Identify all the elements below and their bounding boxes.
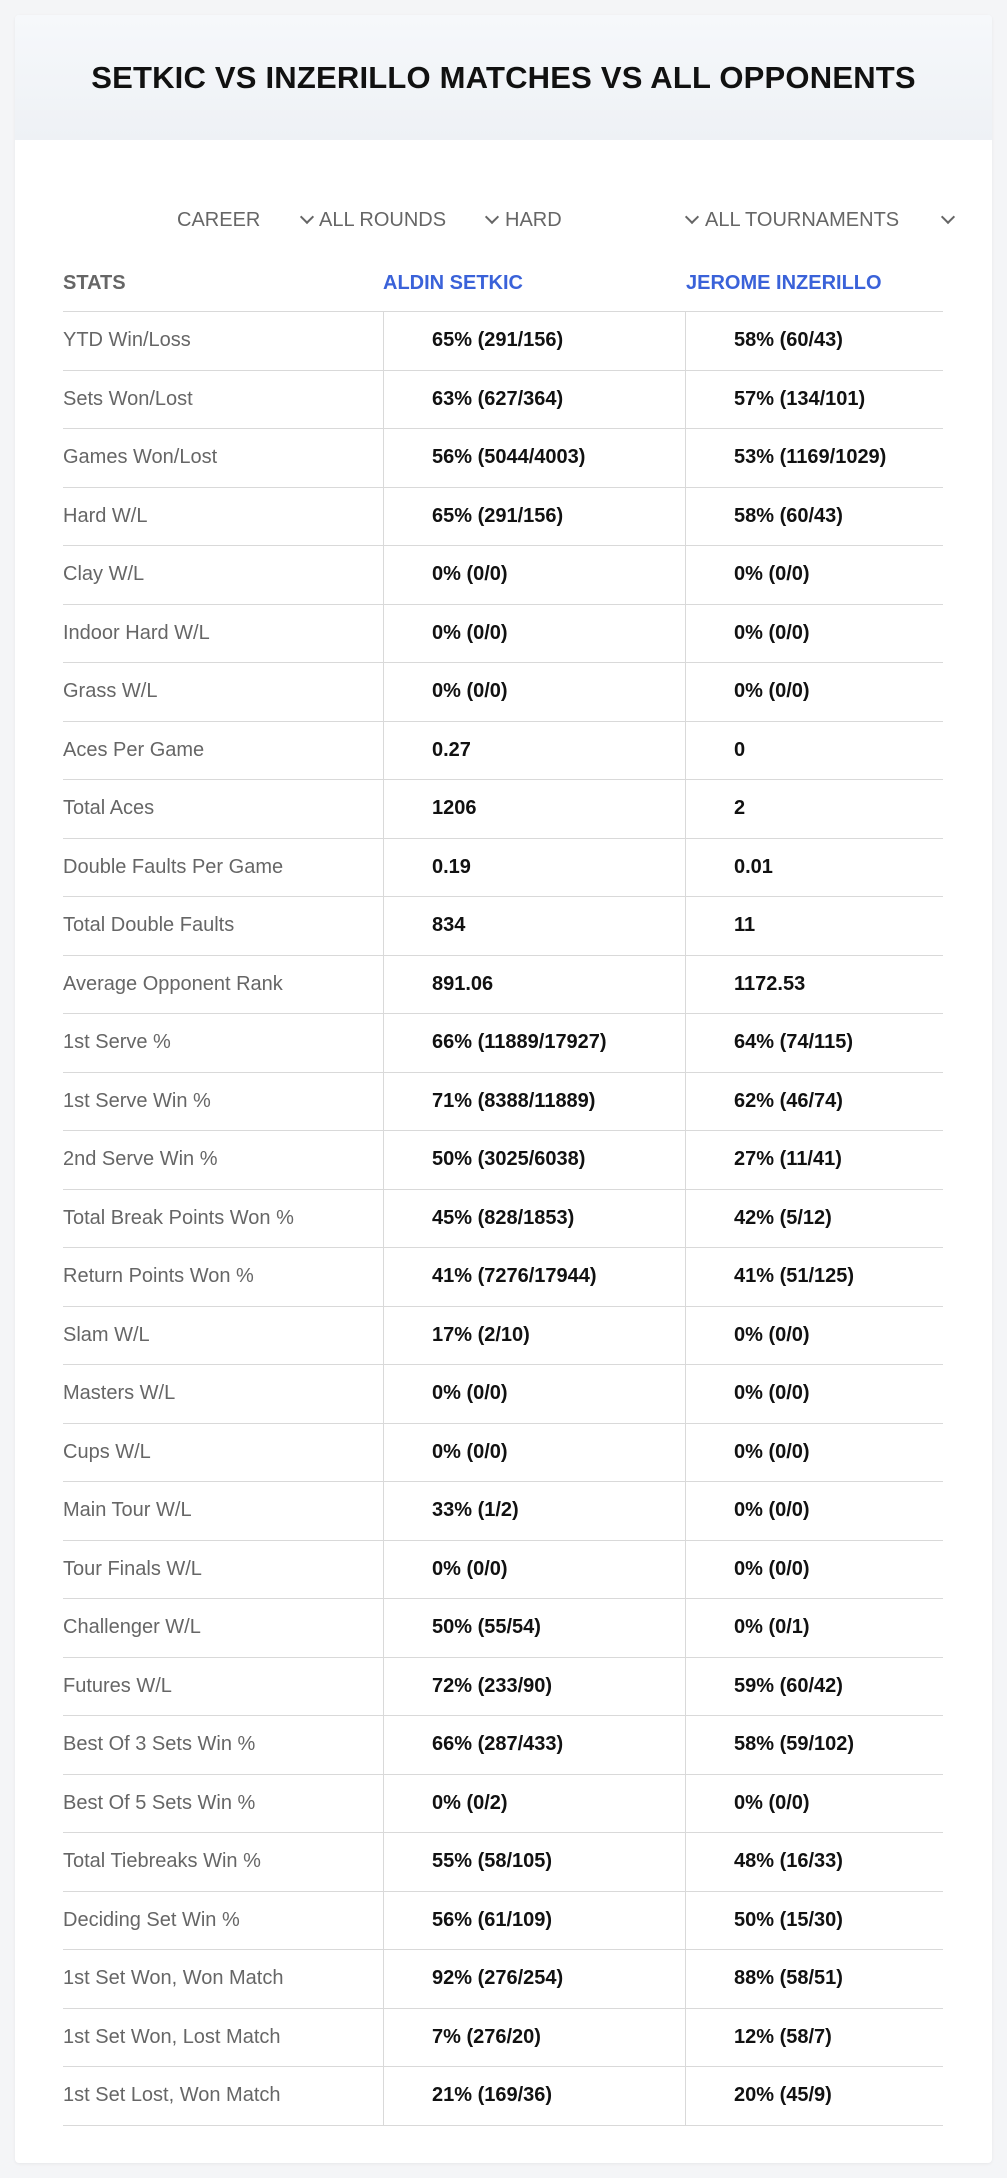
- player1-value: 0.27: [383, 722, 685, 780]
- player1-value: 0.19: [383, 839, 685, 897]
- player2-value: 58% (60/43): [685, 312, 943, 370]
- player2-value: 64% (74/115): [685, 1014, 943, 1072]
- stat-label: Masters W/L: [63, 1382, 176, 1405]
- player1-value: 56% (5044/4003): [383, 429, 685, 487]
- player1-value: 65% (291/156): [383, 488, 685, 546]
- table-row: [63, 1716, 943, 1775]
- player2-value: 58% (59/102): [685, 1716, 943, 1774]
- stats-column-header: STATS: [63, 271, 126, 294]
- table-row: [63, 1073, 943, 1132]
- player1-value: 0% (0/0): [383, 546, 685, 604]
- table-row: [63, 1424, 943, 1483]
- player1-value: 0% (0/0): [383, 605, 685, 663]
- table-row: [63, 312, 943, 371]
- player1-value: 891.06: [383, 956, 685, 1014]
- stat-label: 1st Set Won, Lost Match: [63, 2025, 281, 2048]
- table-row: [63, 371, 943, 430]
- table-header: [63, 255, 943, 312]
- player2-value: 2: [685, 780, 943, 838]
- player1-value: 0% (0/0): [383, 1365, 685, 1423]
- table-row: [63, 1599, 943, 1658]
- stat-label: Return Points Won %: [63, 1265, 254, 1288]
- player1-value: 50% (3025/6038): [383, 1131, 685, 1189]
- chevron-down-icon: [485, 210, 499, 224]
- stat-label: Clay W/L: [63, 563, 145, 586]
- player2-value: 57% (134/101): [685, 371, 943, 429]
- round-select[interactable]: [319, 200, 497, 240]
- table-row: [63, 1131, 943, 1190]
- card-header: [15, 15, 992, 140]
- stat-label: 2nd Serve Win %: [63, 1148, 218, 1171]
- player2-value: 50% (15/30): [685, 1892, 943, 1950]
- table-row: [63, 1833, 943, 1892]
- table-row: [63, 2067, 943, 2126]
- table-row: [63, 488, 943, 547]
- page-title: SETKIC VS INZERILLO MATCHES VS ALL OPPONENTS: [91, 59, 916, 95]
- stat-label: Tour Finals W/L: [63, 1557, 202, 1580]
- table-row: [63, 1190, 943, 1249]
- stat-label: Cups W/L: [63, 1440, 151, 1463]
- table-row: [63, 1248, 943, 1307]
- player2-value: 0.01: [685, 839, 943, 897]
- player1-value: 71% (8388/11889): [383, 1073, 685, 1131]
- player2-value: 0% (0/0): [685, 1775, 943, 1833]
- player1-value: 72% (233/90): [383, 1658, 685, 1716]
- table-row: [63, 956, 943, 1015]
- player1-value: 0% (0/0): [383, 1424, 685, 1482]
- player1-value: 66% (11889/17927): [383, 1014, 685, 1072]
- player2-value: 88% (58/51): [685, 1950, 943, 2008]
- table-row: [63, 429, 943, 488]
- stat-label: Games Won/Lost: [63, 446, 218, 469]
- player2-value: 0% (0/0): [685, 1541, 943, 1599]
- stat-label: Grass W/L: [63, 680, 158, 703]
- stat-label: Best Of 3 Sets Win %: [63, 1733, 256, 1756]
- surface-select[interactable]: [505, 200, 697, 240]
- stat-label: Double Faults Per Game: [63, 855, 284, 878]
- tournament-select-value: ALL TOURNAMENTS: [705, 208, 900, 231]
- player1-value: 66% (287/433): [383, 1716, 685, 1774]
- player2-value: 1172.53: [685, 956, 943, 1014]
- player1-value: 834: [383, 897, 685, 955]
- player2-value: 0% (0/0): [685, 1482, 943, 1540]
- surface-select-value: HARD: [505, 208, 562, 231]
- chevron-down-icon: [300, 210, 314, 224]
- table-row: [63, 1365, 943, 1424]
- stat-label: Hard W/L: [63, 504, 148, 527]
- stat-label: Main Tour W/L: [63, 1499, 192, 1522]
- table-row: [63, 1658, 943, 1717]
- player2-value: 11: [685, 897, 943, 955]
- stat-label: Slam W/L: [63, 1323, 150, 1346]
- player1-value: 17% (2/10): [383, 1307, 685, 1365]
- player2-value: 58% (60/43): [685, 488, 943, 546]
- player1-value: 56% (61/109): [383, 1892, 685, 1950]
- player2-value: 20% (45/9): [685, 2067, 943, 2125]
- tournament-select[interactable]: [705, 200, 953, 240]
- table-row: [63, 663, 943, 722]
- stat-label: 1st Serve %: [63, 1031, 171, 1054]
- player2-value: 59% (60/42): [685, 1658, 943, 1716]
- player1-value: 0% (0/0): [383, 1541, 685, 1599]
- table-row: [63, 1775, 943, 1834]
- table-row: [63, 546, 943, 605]
- stat-label: Sets Won/Lost: [63, 387, 193, 410]
- table-row: [63, 1950, 943, 2009]
- stat-label: Indoor Hard W/L: [63, 621, 210, 644]
- player1-value: 33% (1/2): [383, 1482, 685, 1540]
- player1-value: 50% (55/54): [383, 1599, 685, 1657]
- stat-label: Futures W/L: [63, 1674, 172, 1697]
- chevron-down-icon: [941, 210, 955, 224]
- stat-label: 1st Set Won, Won Match: [63, 1967, 284, 1990]
- table-row: [63, 1307, 943, 1366]
- player2-value: 0% (0/0): [685, 663, 943, 721]
- player2-value: 0% (0/0): [685, 1365, 943, 1423]
- stats-table: [63, 255, 943, 2126]
- stat-label: YTD Win/Loss: [63, 329, 191, 352]
- stat-label: Total Break Points Won %: [63, 1206, 294, 1229]
- player1-value: 0% (0/2): [383, 1775, 685, 1833]
- player2-value: 0% (0/0): [685, 546, 943, 604]
- period-select-value: CAREER: [177, 208, 261, 231]
- player2-value: 0% (0/0): [685, 1424, 943, 1482]
- player2-name-link[interactable]: JEROME INZERILLO: [686, 271, 882, 294]
- player2-value: 62% (46/74): [685, 1073, 943, 1131]
- player1-value: 41% (7276/17944): [383, 1248, 685, 1306]
- stat-label: Total Aces: [63, 797, 155, 820]
- table-row: [63, 839, 943, 898]
- stat-label: Average Opponent Rank: [63, 972, 283, 995]
- chevron-down-icon: [685, 210, 699, 224]
- player1-value: 0% (0/0): [383, 663, 685, 721]
- player2-value: 0% (0/0): [685, 605, 943, 663]
- table-row: [63, 1014, 943, 1073]
- stat-label: Total Double Faults: [63, 914, 235, 937]
- player2-value: 0% (0/1): [685, 1599, 943, 1657]
- table-row: [63, 2009, 943, 2068]
- table-row: [63, 1892, 943, 1951]
- stats-card: [15, 15, 992, 2163]
- player2-value: 42% (5/12): [685, 1190, 943, 1248]
- filter-bar: [15, 190, 992, 250]
- player2-value: 41% (51/125): [685, 1248, 943, 1306]
- table-row: [63, 1482, 943, 1541]
- table-row: [63, 605, 943, 664]
- stat-label: Total Tiebreaks Win %: [63, 1850, 261, 1873]
- player2-value: 0: [685, 722, 943, 780]
- player2-value: 48% (16/33): [685, 1833, 943, 1891]
- player1-value: 1206: [383, 780, 685, 838]
- player2-value: 53% (1169/1029): [685, 429, 943, 487]
- stat-label: 1st Set Lost, Won Match: [63, 2084, 281, 2107]
- player1-value: 7% (276/20): [383, 2009, 685, 2067]
- player1-value: 65% (291/156): [383, 312, 685, 370]
- player1-name-link[interactable]: ALDIN SETKIC: [383, 271, 523, 294]
- player2-value: 27% (11/41): [685, 1131, 943, 1189]
- player1-value: 45% (828/1853): [383, 1190, 685, 1248]
- table-row: [63, 897, 943, 956]
- player1-value: 21% (169/36): [383, 2067, 685, 2125]
- player2-value: 0% (0/0): [685, 1307, 943, 1365]
- table-row: [63, 1541, 943, 1600]
- period-select[interactable]: [177, 200, 312, 240]
- table-row: [63, 780, 943, 839]
- stat-label: Challenger W/L: [63, 1616, 201, 1639]
- stat-label: Deciding Set Win %: [63, 1908, 240, 1931]
- player2-value: 12% (58/7): [685, 2009, 943, 2067]
- stat-label: Best Of 5 Sets Win %: [63, 1791, 256, 1814]
- stat-label: 1st Serve Win %: [63, 1089, 211, 1112]
- player1-value: 63% (627/364): [383, 371, 685, 429]
- player1-value: 92% (276/254): [383, 1950, 685, 2008]
- table-row: [63, 722, 943, 781]
- round-select-value: ALL ROUNDS: [319, 208, 447, 231]
- player1-value: 55% (58/105): [383, 1833, 685, 1891]
- stat-label: Aces Per Game: [63, 738, 205, 761]
- table-body: [63, 312, 943, 2126]
